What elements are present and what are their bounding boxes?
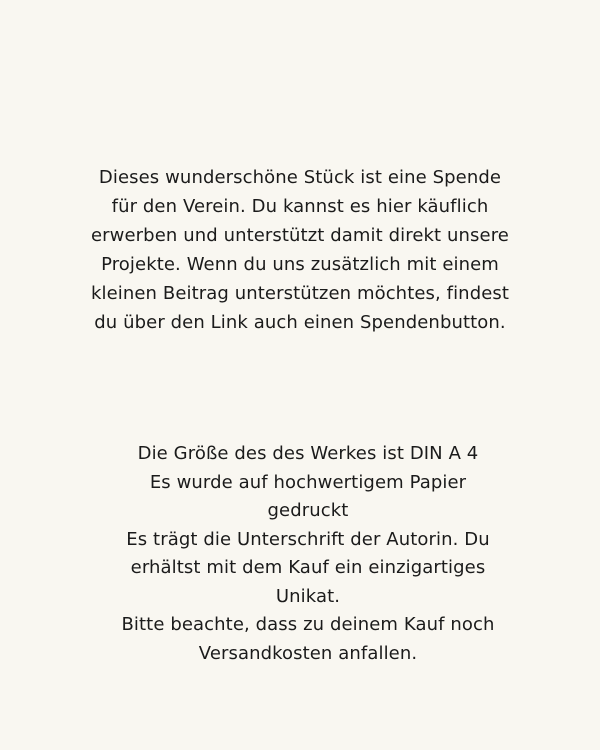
details-line: Es wurde auf hochwertigem Papier <box>149 471 467 493</box>
intro-line: Dieses wunderschöne Stück ist eine Spende <box>98 167 502 188</box>
intro-line: Projekte. Wenn du uns zusätzlich mit einem <box>101 254 499 275</box>
details-line: Es trägt die Unterschrift der Autorin. Du <box>126 528 490 550</box>
intro-line: erwerben und unterstützt damit direkt unsere <box>91 225 509 246</box>
intro-line: für den Verein. Du kannst es hier käuflich <box>111 196 489 217</box>
intro-line: du über den Link auch einen Spendenbutton. <box>94 312 506 333</box>
details-line: erhältst mit dem Kauf ein einzigartiges <box>130 557 486 578</box>
details-line: Unikat. <box>275 585 341 607</box>
details-line: Versandkosten anfallen. <box>198 642 418 664</box>
details-paragraph <box>16 440 600 668</box>
details-line: gedruckt <box>267 500 349 521</box>
intro-paragraph <box>0 163 600 337</box>
intro-line: kleinen Beitrag unterstützen möchtes, findest <box>90 283 510 304</box>
details-line: Bitte beachte, dass zu deinem Kauf noch <box>121 614 495 635</box>
details-line: Die Größe des des Werkes ist DIN A 4 <box>137 443 479 464</box>
